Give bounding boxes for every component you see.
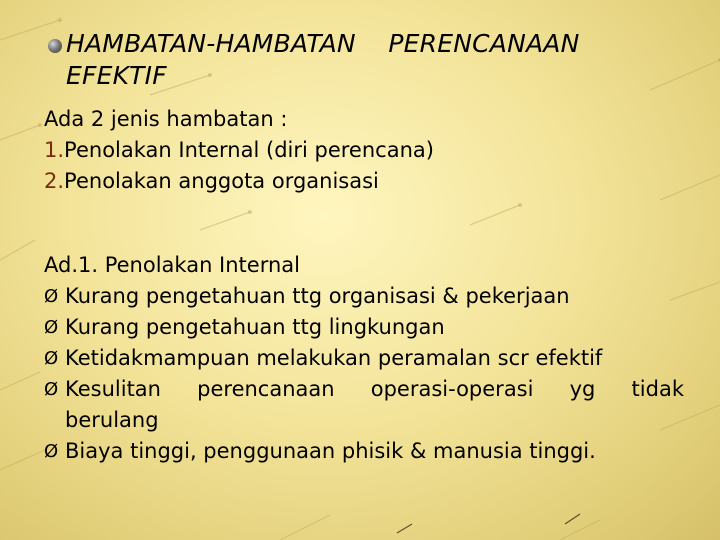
intro-item-1 xyxy=(44,135,684,166)
intro-heading: Ada 2 jenis hambatan : xyxy=(44,107,288,131)
intro-item-1-number: 1. xyxy=(44,138,65,162)
list-item xyxy=(44,343,684,374)
list-item-text: Biaya tinggi, penggunaan phisik & manusia tinggi. xyxy=(65,439,596,463)
title-line-2: EFEKTIF xyxy=(66,61,167,90)
sphere-bullet-icon xyxy=(48,39,62,53)
section-block xyxy=(44,250,684,467)
arrowhead-bullet-icon: Ø xyxy=(44,379,59,400)
title-line-1: HAMBATAN-HAMBATAN PERENCANAAN xyxy=(66,29,580,58)
intro-block xyxy=(44,104,684,197)
arrowhead-bullet-icon: Ø xyxy=(44,348,59,369)
list-item-text: Ketidakmampuan melakukan peramalan scr efektif xyxy=(65,346,603,370)
intro-item-2 xyxy=(44,166,684,197)
arrowhead-bullet-icon: Ø xyxy=(44,441,59,462)
section-heading: Ad.1. Penolakan Internal xyxy=(44,253,300,277)
list-item-text: Kurang pengetahuan ttg lingkungan xyxy=(65,315,445,339)
list-item-text: Kesulitan perencanaan operasi-operasi yg tidak xyxy=(65,377,684,401)
list-item xyxy=(44,312,684,343)
intro-item-2-text: Penolakan anggota organisasi xyxy=(64,169,379,193)
list-item-continuation: berulang xyxy=(65,408,159,432)
list-item-text: Kurang pengetahuan ttg organisasi & pekerjaan xyxy=(65,284,570,308)
arrowhead-bullet-icon: Ø xyxy=(44,317,59,338)
list-item xyxy=(44,281,684,312)
list-item xyxy=(44,436,684,467)
arrowhead-bullet-icon: Ø xyxy=(44,286,59,307)
slide-title xyxy=(66,28,686,92)
intro-item-1-text: Penolakan Internal (diri perencana) xyxy=(64,138,434,162)
intro-item-2-number: 2. xyxy=(44,169,65,193)
list-item xyxy=(44,374,684,405)
